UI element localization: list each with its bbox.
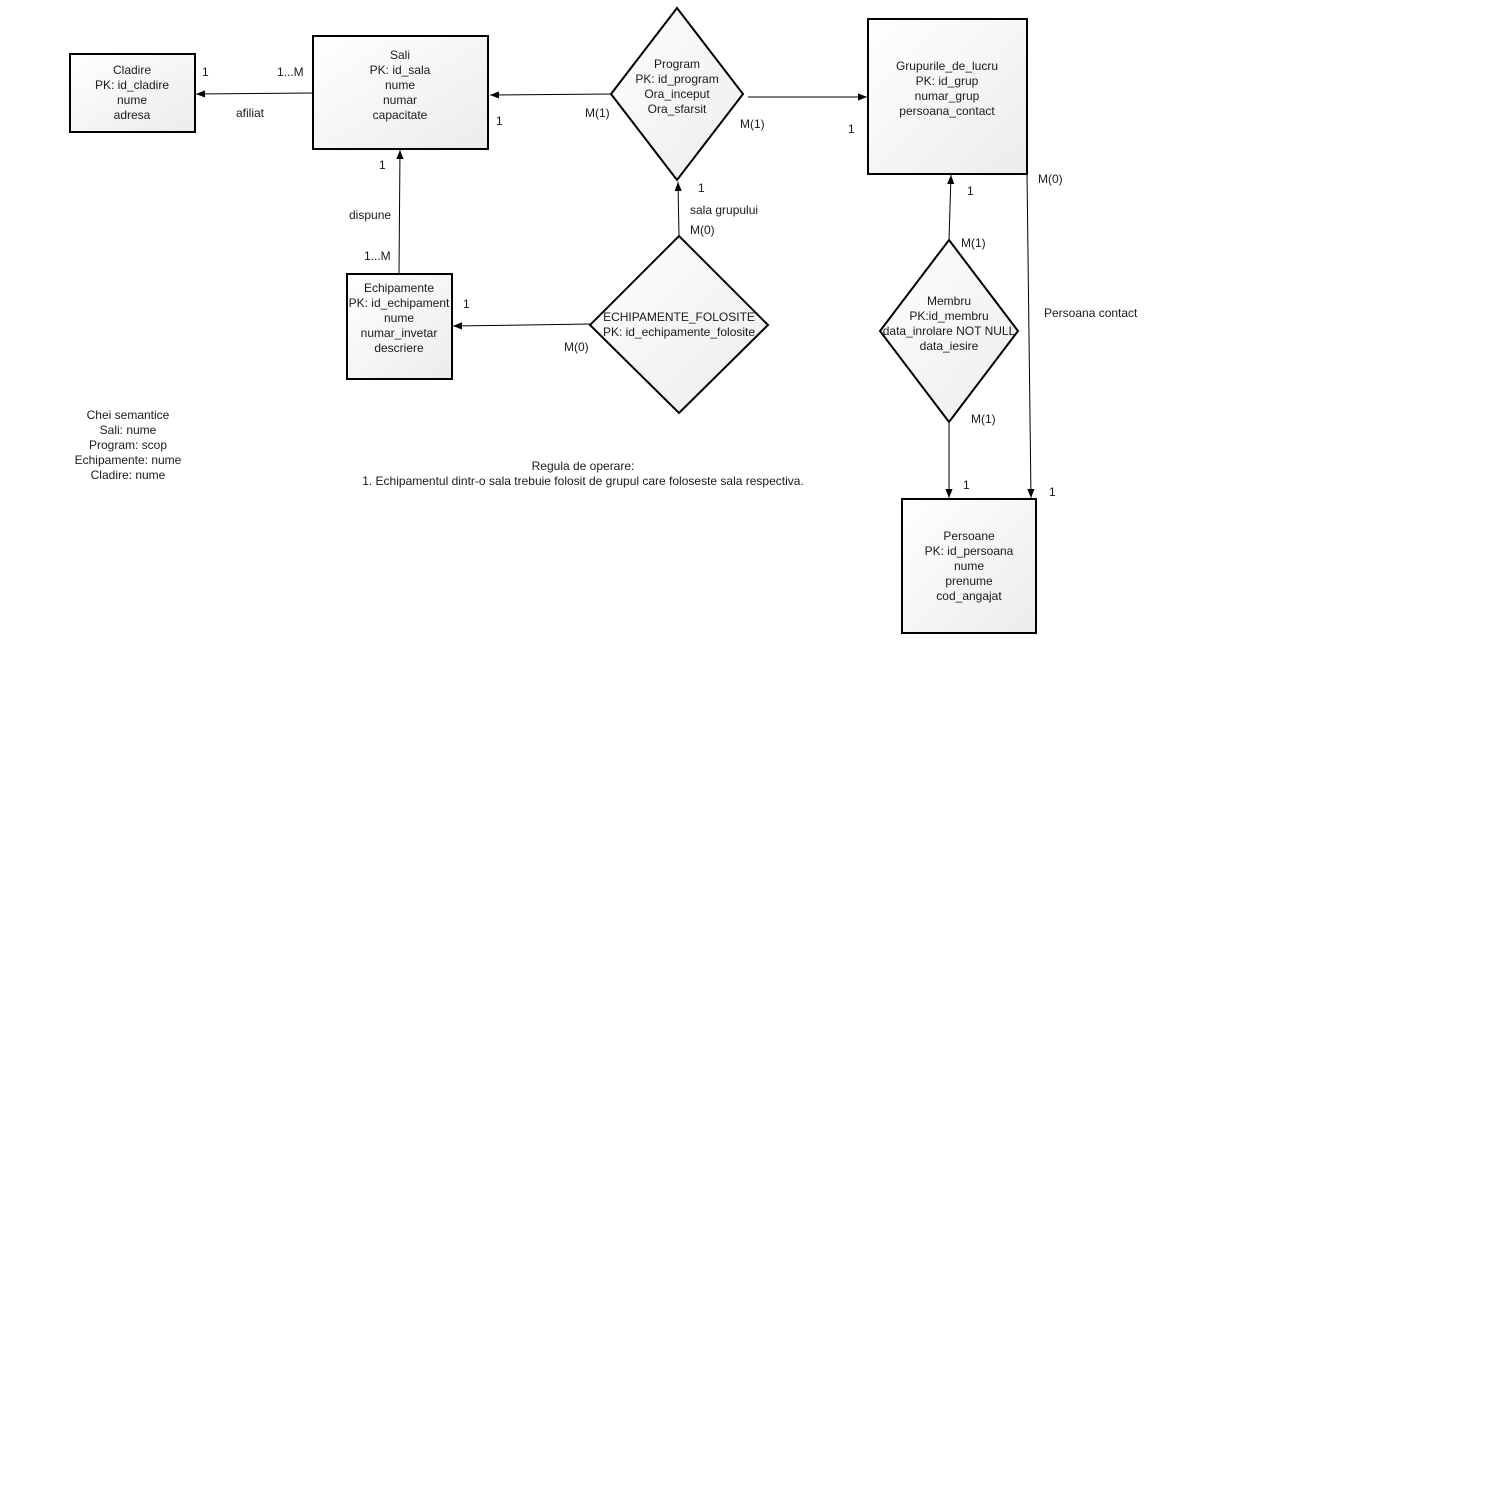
entity-grupuri-title: Grupurile_de_lucru (895, 59, 999, 73)
cardinality-label: 1 (698, 181, 705, 195)
entity-cladire[interactable] (70, 54, 195, 132)
entity-echipamente-attr: numar_invetar (360, 326, 438, 340)
note-chei-line: Chei semantice (86, 408, 170, 422)
cardinality-label: M(0) (1038, 172, 1063, 186)
connector-program-sali[interactable] (490, 94, 611, 95)
entity-persoane-attr: nume (953, 559, 985, 573)
entity-echipamente[interactable] (347, 274, 452, 379)
cardinality-label: 1 (379, 158, 386, 172)
relationship-membru-attr: data_inrolare NOT NULL (882, 324, 1016, 338)
entity-cladire-attr: PK: id_cladire (94, 78, 170, 92)
entity-persoane-title: Persoane (943, 529, 995, 543)
entity-sali-title: Sali (389, 48, 411, 62)
entity-echipamente-attr: descriere (374, 341, 424, 355)
relationship-program-title: Program (653, 57, 701, 71)
connector-ef-program[interactable] (678, 182, 679, 236)
entity-persoane[interactable] (902, 499, 1036, 633)
connector-sali-cladire[interactable] (196, 93, 312, 94)
note-regula-line: 1. Echipamentul dintr-o sala trebuie folosit de grupul care foloseste sala respectiva. (362, 474, 804, 488)
cardinality-label: M(0) (690, 223, 715, 237)
cardinality-label: M(1) (740, 117, 765, 131)
entity-grupurile-de-lucru[interactable] (868, 19, 1027, 174)
note-chei-line: Echipamente: nume (74, 453, 182, 467)
entity-sali-attr: numar (382, 93, 418, 107)
cardinality-label: 1 (848, 122, 855, 136)
cardinality-label: 1...M (364, 249, 391, 263)
relationship-ef-title: ECHIPAMENTE_FOLOSITE (603, 310, 755, 324)
entity-cladire-attr: nume (116, 93, 148, 107)
relationship-membru-title: Membru (926, 294, 972, 308)
relationship-program-attr: Ora_sfarsit (647, 102, 707, 116)
label-sala-grupului: sala grupului (690, 203, 759, 217)
cardinality-label: 1 (496, 114, 503, 128)
entity-cladire-title: Cladire (112, 63, 152, 77)
relationship-membru-attr: PK:id_membru (909, 309, 989, 323)
entity-echipamente-attr: PK: id_echipament (348, 296, 450, 310)
entity-cladire-attr: adresa (113, 108, 151, 122)
connector-echipamente-sali[interactable] (399, 150, 400, 273)
entity-echipamente-attr: nume (383, 311, 415, 325)
cardinality-label: 1 (967, 184, 974, 198)
label-persoana-contact: Persoana contact (1044, 306, 1138, 320)
cardinality-label: 1 (1049, 485, 1056, 499)
relationship-ef-attr: PK: id_echipamente_folosite (602, 325, 756, 339)
entity-echipamente-title: Echipamente (363, 281, 435, 295)
entity-grupuri-attr: persoana_contact (899, 104, 995, 118)
label-afiliat: afiliat (236, 106, 265, 120)
note-regula-line: Regula de operare: (531, 459, 635, 473)
note-chei-line: Program: scop (88, 438, 168, 452)
cardinality-label: M(0) (564, 340, 589, 354)
relationship-program-attr: Ora_inceput (644, 87, 710, 101)
connector-membru-grupuri[interactable] (949, 175, 951, 240)
cardinality-label: 1 (963, 478, 970, 492)
cardinality-label: 1 (202, 65, 209, 79)
relationship-membru[interactable] (880, 240, 1018, 422)
entity-sali-attr: capacitate (372, 108, 428, 122)
entity-sali-attr: nume (384, 78, 416, 92)
entity-persoane-attr: cod_angajat (936, 589, 1002, 603)
relationship-echipamente-folosite[interactable] (590, 236, 768, 413)
connector-grupuri-persoane[interactable] (1027, 174, 1031, 498)
entity-sali[interactable] (313, 36, 488, 149)
entity-sali-attr: PK: id_sala (369, 63, 431, 77)
entity-persoane-attr: PK: id_persoana (924, 544, 1014, 558)
relationship-membru-attr: data_iesire (919, 339, 979, 353)
cardinality-label: M(1) (971, 412, 996, 426)
cardinality-label: 1 (463, 297, 470, 311)
note-chei-line: Cladire: nume (90, 468, 166, 482)
label-dispune: dispune (349, 208, 392, 222)
connector-ef-echipamente[interactable] (453, 324, 591, 326)
entity-grupuri-attr: numar_grup (914, 89, 980, 103)
cardinality-label: M(1) (585, 106, 610, 120)
note-chei-line: Sali: nume (99, 423, 157, 437)
note-regula-de-operare (362, 459, 804, 488)
cardinality-label: M(1) (961, 236, 986, 250)
entity-grupuri-attr: PK: id_grup (915, 74, 979, 88)
entity-persoane-attr: prenume (945, 574, 993, 588)
note-chei-semantice (75, 408, 182, 482)
cardinality-label: 1...M (277, 65, 304, 79)
relationship-program[interactable] (611, 8, 743, 180)
relationship-program-attr: PK: id_program (635, 72, 719, 86)
